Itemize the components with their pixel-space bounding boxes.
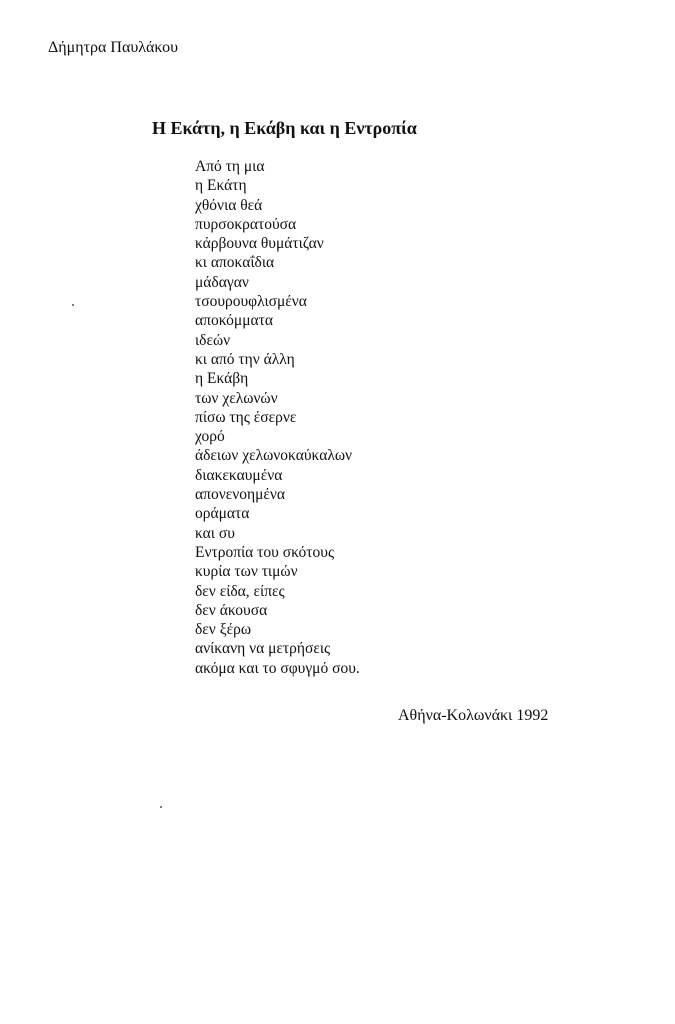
poem-line: πίσω της έσερνε — [195, 408, 297, 426]
poem-line: κι αποκαΐδια — [195, 254, 275, 272]
poem-line: άδειων χελωνοκαύκαλων — [195, 447, 353, 465]
poem-line: χορό — [195, 428, 225, 446]
scan-speck — [72, 304, 74, 306]
poem-line: δεν ξέρω — [195, 621, 252, 639]
place-date: Αθήνα-Κολωνάκι 1992 — [398, 707, 549, 724]
poem-line: οράματα — [195, 505, 250, 523]
poem-line: διακεκαυμένα — [195, 466, 283, 484]
poem-line: Εντροπία του σκότους — [195, 543, 335, 561]
poem-line: κάρβουνα θυμάτιζαν — [195, 235, 324, 253]
poem-line: απονενοημένα — [195, 486, 286, 504]
poem-line: δεν είδα, είπες — [195, 582, 285, 600]
poem-line: ανίκανη να μετρήσεις — [195, 640, 331, 658]
poem-line: μάδαγαν — [195, 273, 249, 291]
poem-line: δεν άκουσα — [195, 601, 268, 619]
poem-line: ιδεών — [195, 331, 231, 349]
poem-line: κι από την άλλη — [195, 350, 295, 368]
poem-line: χθόνια θεά — [195, 196, 263, 214]
poem-line: η Εκάβη — [195, 370, 249, 388]
poem-line: κυρία των τιμών — [195, 563, 298, 581]
poem-line: ακόμα και το σφυγμό σου. — [195, 659, 360, 677]
poem-line: η Εκάτη — [195, 177, 247, 195]
poem-line: των χελωνών — [195, 389, 278, 407]
poem-body — [195, 157, 360, 678]
poem-title: Η Εκάτη, η Εκάβη και η Εντροπία — [152, 118, 417, 138]
scan-speck — [160, 806, 162, 808]
author-name: Δήμητρα Παυλάκου — [48, 39, 179, 56]
poem-line: τσουρουφλισμένα — [195, 293, 307, 311]
poem-line: και συ — [195, 524, 235, 542]
poem-line: πυρσοκρατούσα — [195, 215, 297, 233]
poem-line: αποκόμματα — [195, 312, 274, 330]
poem-line: Από τη μια — [195, 158, 265, 175]
